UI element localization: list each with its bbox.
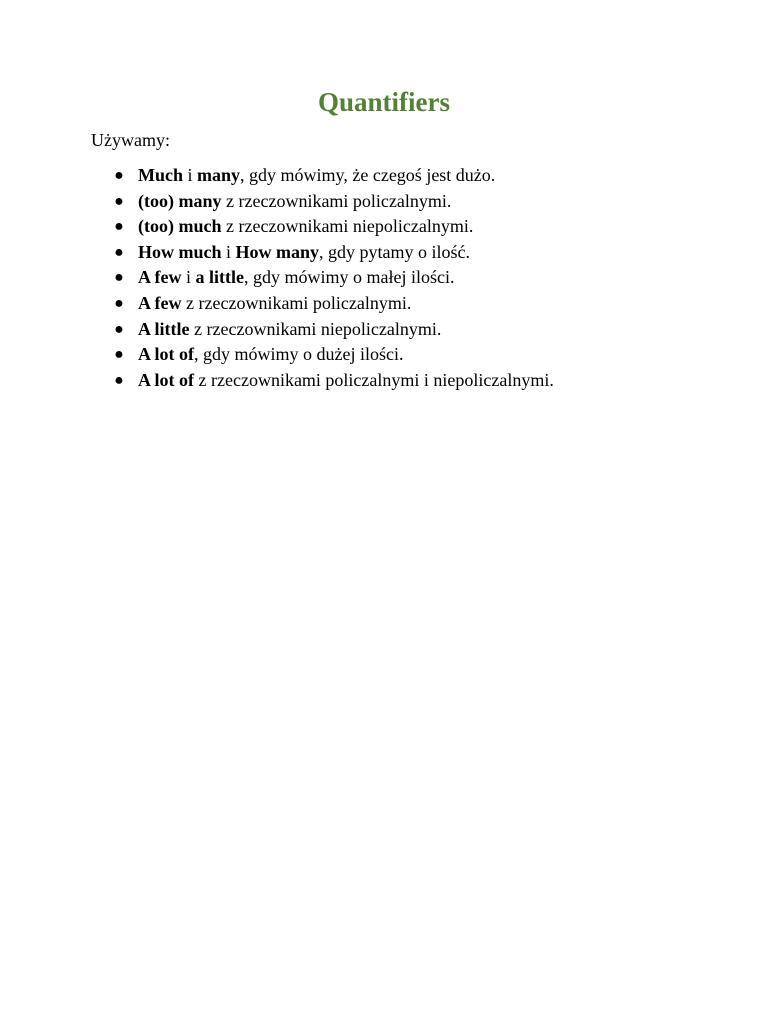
- list-item: [0, 163, 768, 189]
- quantifier-term: A little: [138, 318, 190, 339]
- explanation-text: i: [221, 241, 236, 262]
- bullet-icon: ●: [114, 243, 124, 261]
- explanation-text: z rzeczownikami niepoliczalnymi.: [221, 216, 474, 237]
- bullet-icon: ●: [114, 269, 124, 287]
- list-item: [0, 240, 768, 266]
- quantifier-term: A few: [138, 292, 182, 313]
- list-item-text: [138, 189, 451, 215]
- list-item-text: [138, 214, 473, 240]
- list-item: [0, 368, 768, 394]
- explanation-text: z rzeczownikami policzalnymi i niepoliczalnymi.: [194, 369, 554, 390]
- explanation-text: , gdy mówimy, że czegoś jest dużo.: [240, 165, 496, 185]
- list-item: [0, 317, 768, 343]
- explanation-text: , gdy pytamy o ilość.: [319, 241, 471, 262]
- list-item-text: [138, 265, 454, 291]
- list-item: [0, 189, 768, 215]
- quantifier-term: (too) many: [138, 190, 222, 211]
- list-item-text: [138, 342, 403, 368]
- list-item: [0, 291, 768, 317]
- page-title: Quantifiers: [318, 87, 450, 117]
- quantifier-term: How much: [138, 241, 222, 262]
- quantifier-list: [0, 163, 768, 393]
- list-item-text: [138, 163, 495, 189]
- bullet-icon: ●: [114, 294, 124, 312]
- explanation-text: z rzeczownikami policzalnymi.: [221, 190, 452, 211]
- list-item: [0, 265, 768, 291]
- list-item: [0, 342, 768, 368]
- list-item-text: [138, 368, 554, 394]
- quantifier-term: Much: [138, 165, 183, 185]
- explanation-text: z rzeczownikami niepoliczalnymi.: [189, 318, 442, 339]
- explanation-text: z rzeczownikami policzalnymi.: [181, 292, 412, 313]
- bullet-icon: ●: [114, 346, 124, 364]
- list-item: [0, 214, 768, 240]
- quantifier-term: (too) much: [138, 216, 222, 237]
- explanation-text: , gdy mówimy o małej ilości.: [244, 267, 455, 288]
- explanation-text: i: [183, 165, 198, 185]
- quantifier-term: a little: [195, 267, 244, 288]
- list-item-text: [138, 317, 441, 343]
- bullet-icon: ●: [114, 371, 124, 389]
- bullet-icon: ●: [114, 192, 124, 210]
- intro-text: Używamy:: [91, 130, 170, 150]
- explanation-text: i: [181, 267, 196, 288]
- bullet-icon: ●: [114, 320, 124, 338]
- explanation-text: , gdy mówimy o dużej ilości.: [194, 344, 404, 365]
- bullet-icon: ●: [114, 167, 124, 184]
- quantifier-term: A few: [138, 267, 182, 288]
- list-item-text: [138, 291, 411, 317]
- quantifier-term: A lot of: [138, 344, 194, 365]
- bullet-icon: ●: [114, 218, 124, 236]
- list-item-text: [138, 240, 470, 266]
- quantifier-term: How many: [235, 241, 320, 262]
- quantifier-term: A lot of: [138, 369, 194, 390]
- quantifier-term: many: [197, 165, 241, 185]
